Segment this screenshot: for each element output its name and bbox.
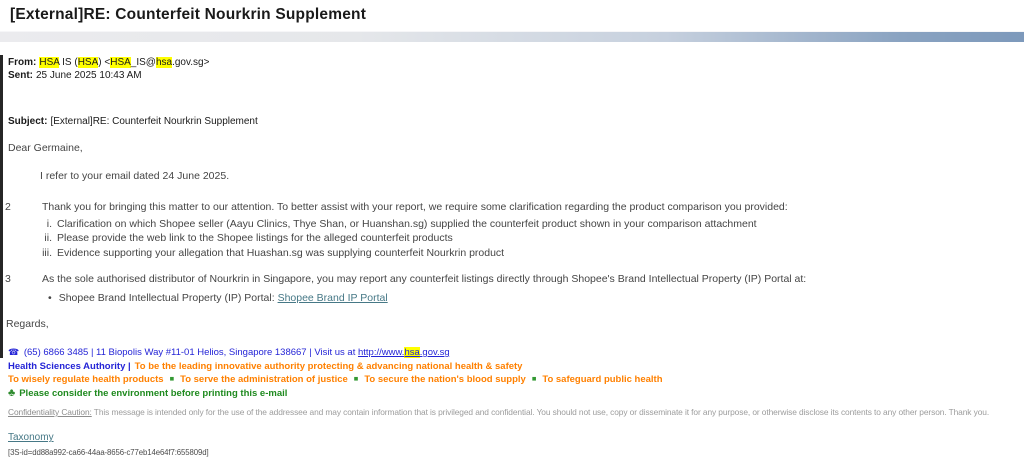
list-item-text: Evidence supporting your allegation that Huashan.sg was supplying counterfeit Nourkrin product <box>57 247 505 259</box>
mission-separator-icon: ■ <box>353 374 359 383</box>
shopee-portal-bullet-text: Shopee Brand Intellectual Property (IP) Portal: <box>58 292 278 304</box>
paragraph-2-number: 2 <box>5 201 11 213</box>
taxonomy-row <box>8 432 54 443</box>
list-item-text: Clarification on which Shopee seller (Aayu Clinics, Thye Shan, or Huanshan.sg) supplied the counterfeit product shown in your comparison attachment <box>57 218 757 230</box>
website-url-highlight: hsa <box>404 347 420 358</box>
website-url-pre: http://www. <box>357 347 405 358</box>
website-url-post: .gov.sg <box>419 347 450 358</box>
from-text-3: _IS@ <box>130 57 156 68</box>
intro-paragraph: I refer to your email dated 24 June 2025. <box>40 170 230 182</box>
from-text-2: ) < <box>98 57 111 68</box>
list-item <box>28 247 504 259</box>
from-highlight-2: HSA <box>77 57 99 68</box>
phone-icon: ☎ <box>8 347 20 357</box>
signature-org-line <box>8 361 522 372</box>
org-name: Health Sciences Authority | <box>8 361 131 372</box>
from-highlight-4: hsa <box>155 57 173 68</box>
mission-4: To safeguard public health <box>542 374 663 385</box>
env-note-text: Please consider the environment before printing this e-mail <box>19 388 288 399</box>
from-highlight-3: HSA <box>110 57 131 68</box>
signature-env-line <box>8 387 287 399</box>
contact-text: (65) 6866 3485 | 11 Biopolis Way #11-01 Helios, Singapore 138667 | Visit us at <box>21 347 358 358</box>
bullet-icon: • <box>48 292 52 304</box>
shopee-portal-bullet <box>48 292 388 304</box>
paragraph-3-text: As the sole authorised distributor of Nourkrin in Singapore, you may report any counterfeit listings directly through Shopee's Brand Intellectual Property (IP) Portal at: <box>42 273 807 285</box>
mission-separator-icon: ■ <box>169 374 175 383</box>
confidentiality-notice <box>8 407 1022 417</box>
tree-icon: ♣ <box>8 387 16 399</box>
signature-missions-line <box>8 374 663 385</box>
subject-label: Subject: <box>8 116 48 127</box>
list-item <box>28 232 453 244</box>
paragraph-3 <box>5 273 806 285</box>
closing: Regards, <box>6 318 49 330</box>
list-item-marker: ii. <box>44 232 52 244</box>
shopee-brand-ip-portal-link[interactable]: Shopee Brand IP Portal <box>277 292 388 304</box>
tracking-id: [3S-id=dd88a992-ca66-44aa-8656-c77eb14e64f7:655809d] <box>8 448 209 457</box>
paragraph-2 <box>5 201 788 213</box>
mission-3: To secure the nation's blood supply <box>364 374 526 385</box>
from-line <box>8 57 209 68</box>
signature-contact-line <box>8 347 450 358</box>
mission-2: To serve the administration of justice <box>180 374 348 385</box>
from-text-1: IS ( <box>59 57 78 68</box>
paragraph-2-text: Thank you for bringing this matter to our attention. To better assist with your report, we require some clarification regarding the product comparison you provided: <box>42 201 788 213</box>
mission-1: To wisely regulate health products <box>8 374 164 385</box>
mission-separator-icon: ■ <box>531 374 537 383</box>
paragraph-3-number: 3 <box>5 273 11 285</box>
left-edge-rule <box>0 55 3 358</box>
org-tagline: To be the leading innovative authority protecting & advancing national health & safety <box>134 361 523 372</box>
list-item-text: Please provide the web link to the Shopee listings for the alleged counterfeit products <box>57 232 453 244</box>
sent-label: Sent: <box>8 70 33 81</box>
confidentiality-text: This message is intended only for the use of the addressee and may contain information that is privileged and confidential. You should not use, copy or disseminate it for any purpose, or otherwise disclose its contents to any other person. Thank you. <box>91 407 990 417</box>
list-item <box>28 218 757 230</box>
email-subject-title: [External]RE: Counterfeit Nourkrin Supplement <box>10 6 367 23</box>
from-text-4: .gov.sg> <box>172 57 210 68</box>
sent-line <box>8 70 142 81</box>
header-gradient-bar <box>0 31 1024 42</box>
confidentiality-label: Confidentiality Caution: <box>8 407 92 417</box>
from-highlight-1: HSA <box>39 57 60 68</box>
list-item-marker: iii. <box>42 247 52 259</box>
sent-value: 25 June 2025 10:43 AM <box>36 70 142 81</box>
taxonomy-link[interactable]: Taxonomy <box>8 432 54 443</box>
subject-line <box>8 116 258 127</box>
from-label: From: <box>8 57 37 68</box>
subject-value: [External]RE: Counterfeit Nourkrin Supplement <box>50 116 258 127</box>
list-item-marker: i. <box>46 218 52 230</box>
salutation: Dear Germaine, <box>8 142 83 154</box>
hsa-website-link[interactable] <box>358 347 450 358</box>
